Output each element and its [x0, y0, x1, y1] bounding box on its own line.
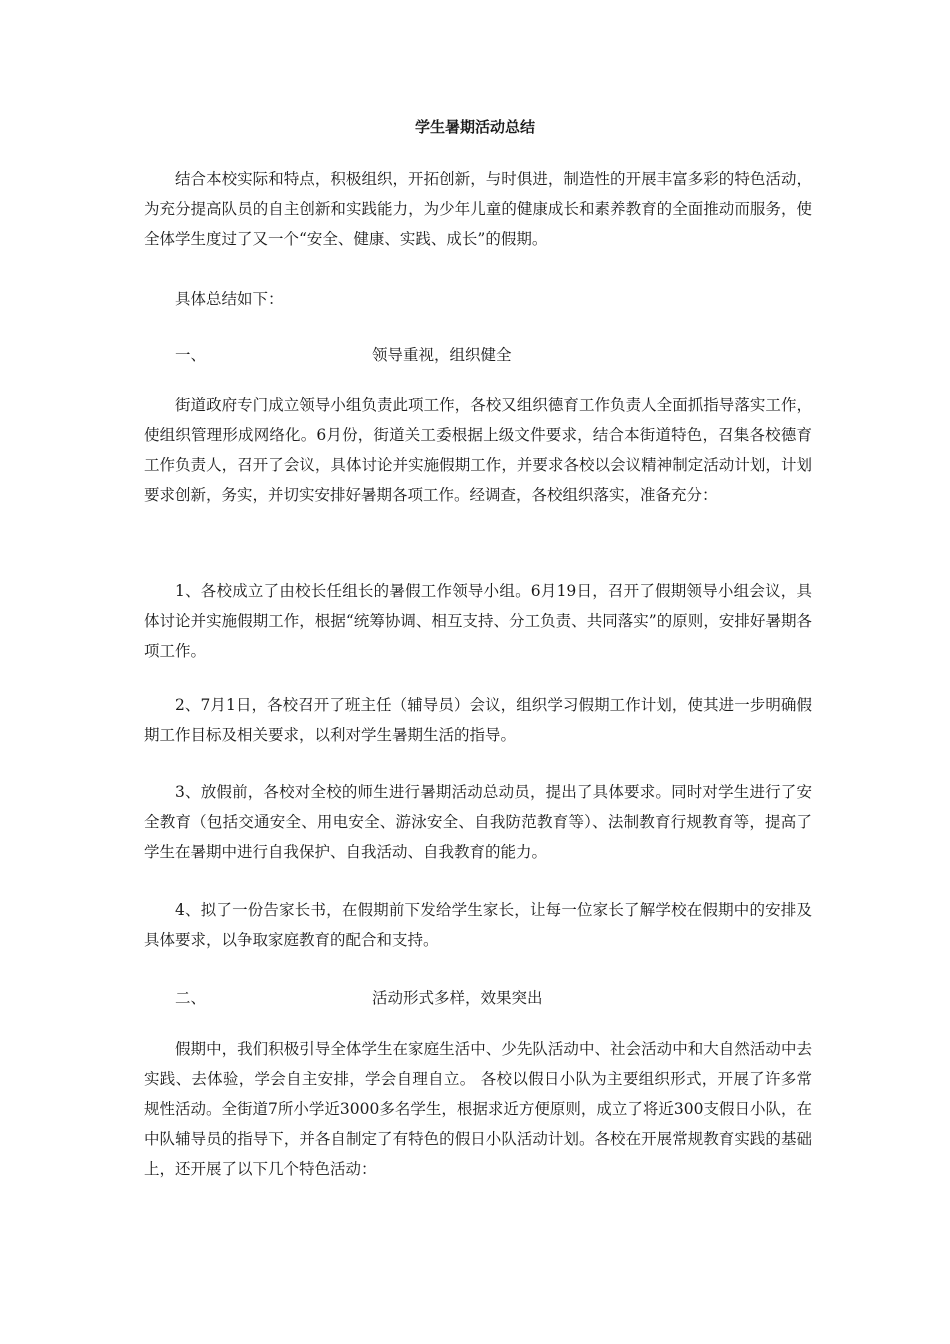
section-2-heading	[144, 983, 812, 1013]
section-1-item: 3、放假前，各校对全校的师生进行暑期活动总动员，提出了具体要求。同时对学生进行了安全教育（包括交通安全、用电安全、游泳安全、自我防范教育等）、法制教育行规教育等，提高了学生在暑期中进行自我保护、自我活动、自我教育的能力。	[144, 783, 812, 861]
section-1-heading	[144, 340, 812, 370]
document-title: 学生暑期活动总结	[414, 118, 535, 136]
section-2-number: 二、	[175, 989, 207, 1007]
section-1-item: 4、拟了一份告家长书，在假期前下发给学生家长，让每一位家长了解学校在假期中的安排及具体要求，以争取家庭教育的配合和支持。	[144, 901, 812, 949]
section-1-item: 1、各校成立了由校长任组长的暑假工作领导小组。6月19日，召开了假期领导小组会议，具体讨论并实施假期工作，根据“统筹协调、相互支持、分工负责、共同落实”的原则，安排好暑期各项工作。	[144, 582, 812, 660]
section-1-title: 领导重视，组织健全	[372, 346, 512, 364]
summary-intro: 具体总结如下：	[175, 290, 284, 308]
section-1-item: 2、7月1日，各校召开了班主任（辅导员）会议，组织学习假期工作计划，使其进一步明确假期工作目标及相关要求，以利对学生暑期生活的指导。	[144, 696, 812, 744]
section-2-title: 活动形式多样，效果突出	[372, 989, 543, 1007]
section-2-body: 假期中，我们积极引导全体学生在家庭生活中、少先队活动中、社会活动中和大自然活动中去实践、去体验，学会自主安排，学会自理自立。 各校以假日小队为主要组织形式，开展了许多常规性活动。全街道7所小学近3000多名学生，根据求近方便原则，成立了将近300支假日小队，在中队辅导员的指导下，并各自制定了有特色的假日小队活动计划。各校在开展常规教育实践的基础上，还开展了以下几个特色活动：	[144, 1040, 812, 1178]
section-1-body: 街道政府专门成立领导小组负责此项工作，各校又组织德育工作负责人全面抓指导落实工作，使组织管理形成网络化。6月份，街道关工委根据上级文件要求，结合本街道特色，召集各校德育工作负责人，召开了会议，具体讨论并实施假期工作，并要求各校以会议精神制定活动计划，计划要求创新，务实，并切实安排好暑期各项工作。经调查，各校组织落实，准备充分：	[144, 396, 812, 504]
intro-paragraph: 结合本校实际和特点，积极组织，开拓创新，与时俱进，制造性的开展丰富多彩的特色活动，为充分提高队员的自主创新和实践能力，为少年儿童的健康成长和素养教育的全面推动而服务，使全体学生度过了又一个“安全、健康、实践、成长”的假期。	[144, 170, 812, 248]
section-1-number: 一、	[175, 346, 207, 364]
